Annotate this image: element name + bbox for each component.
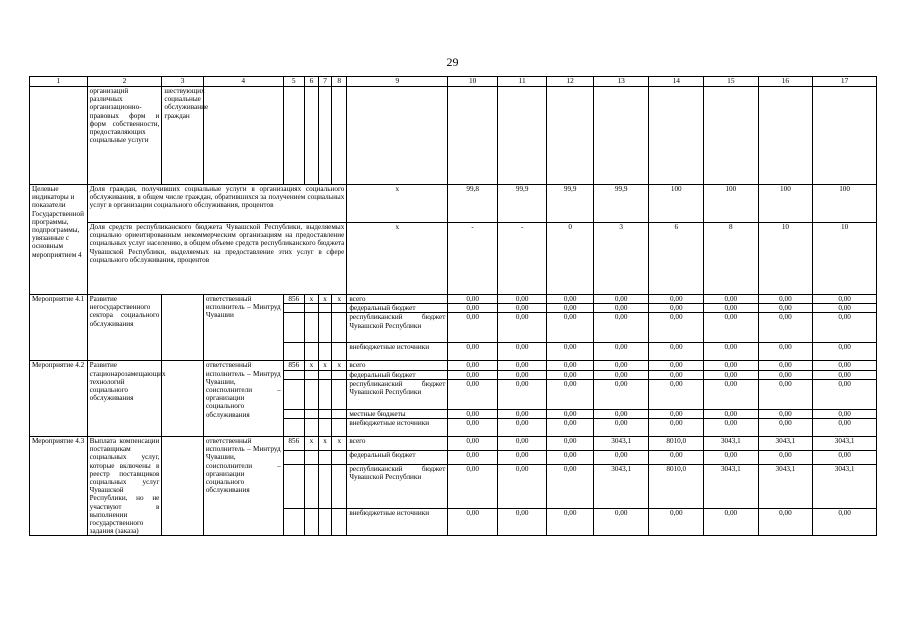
funding-value: 0,00: [813, 343, 877, 361]
funding-value: 0,00: [758, 295, 813, 304]
continuation-col3: шествующих социальные обслуживание граждан: [162, 87, 203, 185]
funding-value: 0,00: [704, 379, 759, 409]
cell: [283, 409, 304, 418]
funding-value: 0,00: [547, 419, 593, 437]
funding-value: 0,00: [497, 370, 547, 379]
measure-col3: [162, 295, 203, 361]
cell: [649, 87, 704, 185]
funding-value: 0,00: [704, 313, 759, 343]
funding-value: 0,00: [497, 295, 547, 304]
funding-value: 8010,0: [649, 464, 704, 509]
funding-value: 3043,1: [704, 464, 759, 509]
measure-title: Выплата компенсации поставщикам социальных услуг, которые включены в реестр поставщиков социальных услуг Чувашской Республики, но не участвуют в выполнении государственного задания (заказа): [87, 437, 162, 536]
column-number: 5: [283, 77, 304, 87]
funding-value: 0,00: [593, 295, 649, 304]
measure-label: Мероприятие 4.1: [30, 295, 88, 361]
funding-value: 0,00: [813, 509, 877, 536]
column-number: 15: [704, 77, 759, 87]
column-number: 17: [813, 77, 877, 87]
funding-value: 0,00: [758, 343, 813, 361]
target-indicator-value: 99,8: [448, 185, 498, 223]
funding-value: 0,00: [593, 304, 649, 313]
funding-value: 0,00: [813, 370, 877, 379]
target-indicator-value: -: [448, 223, 498, 295]
funding-value: 0,00: [704, 509, 759, 536]
measure-executor: ответственный исполнитель – Минтруд Чувашии, соисполнители – организации социального обслуживания: [203, 361, 283, 437]
funding-value: 0,00: [758, 361, 813, 370]
funding-source: внебюджетные источники: [347, 343, 448, 361]
funding-value: 0,00: [593, 343, 649, 361]
target-indicator-value: 99,9: [593, 185, 649, 223]
funding-value: 0,00: [649, 304, 704, 313]
funding-value: 0,00: [649, 419, 704, 437]
measure-x: х: [319, 295, 332, 304]
funding-value: 0,00: [497, 450, 547, 464]
funding-value: 0,00: [704, 343, 759, 361]
target-indicator-value: 99,9: [547, 185, 593, 223]
cell: [304, 419, 318, 437]
funding-value: 0,00: [758, 379, 813, 409]
funding-source: федеральный бюджет: [347, 370, 448, 379]
cell: [332, 419, 347, 437]
measure-x: х: [304, 437, 318, 451]
column-number: 10: [448, 77, 498, 87]
cell: [547, 87, 593, 185]
funding-value: 0,00: [813, 295, 877, 304]
funding-value: 3043,1: [593, 437, 649, 451]
funding-value: 0,00: [593, 450, 649, 464]
cell: [319, 87, 332, 185]
column-number: 16: [758, 77, 813, 87]
funding-value: 0,00: [593, 361, 649, 370]
funding-value: 0,00: [448, 464, 498, 509]
measure-x: х: [332, 361, 347, 370]
column-number: 3: [162, 77, 203, 87]
measure-executor: ответственный исполнитель – Минтруд Чувашии, соисполнители – организации социального обслуживания: [203, 437, 283, 536]
funding-source: внебюджетные источники: [347, 419, 448, 437]
funding-value: 0,00: [649, 450, 704, 464]
measure-col3: [162, 437, 203, 536]
measure-col3: [162, 361, 203, 437]
target-indicator-value: 0: [547, 223, 593, 295]
continuation-col2: организаций различных организационно-правовых форм и форм собственности, предоставляющих социальные услуги: [87, 87, 162, 185]
funding-source: федеральный бюджет: [347, 450, 448, 464]
funding-value: 0,00: [813, 304, 877, 313]
funding-value: 0,00: [758, 370, 813, 379]
funding-value: 0,00: [497, 509, 547, 536]
cell: [332, 450, 347, 464]
cell: [283, 313, 304, 343]
measure-label: Мероприятие 4.2: [30, 361, 88, 437]
cell: [319, 370, 332, 379]
column-number: 14: [649, 77, 704, 87]
funding-value: 3043,1: [704, 437, 759, 451]
cell: [319, 509, 332, 536]
funding-value: 0,00: [547, 304, 593, 313]
target-indicator-value: 10: [758, 223, 813, 295]
cell: [332, 87, 347, 185]
funding-value: 0,00: [704, 370, 759, 379]
funding-value: 0,00: [649, 409, 704, 418]
funding-value: 0,00: [649, 295, 704, 304]
cell: [319, 379, 332, 409]
funding-value: 0,00: [497, 419, 547, 437]
funding-value: 0,00: [649, 343, 704, 361]
measure-title: Развитие негосударственного сектора социального обслуживания: [87, 295, 162, 361]
cell: [319, 409, 332, 418]
funding-value: 0,00: [813, 379, 877, 409]
funding-value: 0,00: [704, 419, 759, 437]
target-indicators-label: Целевые индикаторы и показатели Государственной программы, подпрограммы, увязанные с основным мероприятием 4: [30, 185, 88, 295]
funding-value: 3043,1: [593, 464, 649, 509]
column-number: 2: [87, 77, 162, 87]
funding-value: 0,00: [497, 409, 547, 418]
cell: [283, 450, 304, 464]
funding-source: всего: [347, 295, 448, 304]
cell: [283, 464, 304, 509]
measure-code: 856: [283, 361, 304, 370]
cell: [283, 304, 304, 313]
column-number: 7: [319, 77, 332, 87]
cell: [283, 87, 304, 185]
funding-value: 0,00: [547, 450, 593, 464]
funding-source: всего: [347, 361, 448, 370]
funding-value: 0,00: [448, 379, 498, 409]
cell: [332, 343, 347, 361]
cell: [319, 304, 332, 313]
measure-x: х: [332, 295, 347, 304]
cell: [304, 509, 318, 536]
funding-source: федеральный бюджет: [347, 304, 448, 313]
column-number: 11: [497, 77, 547, 87]
cell: [319, 313, 332, 343]
funding-value: 0,00: [497, 379, 547, 409]
funding-value: 0,00: [758, 509, 813, 536]
cell: [283, 379, 304, 409]
funding-source: внебюджетные источники: [347, 509, 448, 536]
column-number: 8: [332, 77, 347, 87]
funding-value: 0,00: [704, 450, 759, 464]
funding-value: 0,00: [448, 304, 498, 313]
cell: [332, 313, 347, 343]
cell: [304, 379, 318, 409]
funding-value: 0,00: [813, 361, 877, 370]
funding-value: 0,00: [448, 437, 498, 451]
funding-value: 0,00: [593, 419, 649, 437]
column-number: 12: [547, 77, 593, 87]
measure-label: Мероприятие 4.3: [30, 437, 88, 536]
column-number: 13: [593, 77, 649, 87]
cell: [304, 370, 318, 379]
cell: [304, 313, 318, 343]
funding-value: 3043,1: [758, 437, 813, 451]
funding-value: 0,00: [813, 313, 877, 343]
measure-executor: ответственный исполнитель – Минтруд Чувашии: [203, 295, 283, 361]
funding-value: 0,00: [547, 370, 593, 379]
program-table: [29, 76, 877, 536]
cell: [319, 450, 332, 464]
funding-value: 0,00: [448, 509, 498, 536]
funding-value: 0,00: [758, 409, 813, 418]
funding-value: 0,00: [547, 409, 593, 418]
cell: [203, 87, 283, 185]
cell: [332, 464, 347, 509]
funding-source: республиканский бюджет Чувашской Республики: [347, 464, 448, 509]
funding-value: 0,00: [593, 313, 649, 343]
target-indicator-row: [30, 185, 877, 223]
funding-value: 8010,0: [649, 437, 704, 451]
cell: [758, 87, 813, 185]
measure-title: Развитие стационарозамещающих технологий социального обслуживания: [87, 361, 162, 437]
funding-value: 0,00: [704, 409, 759, 418]
cell: [30, 87, 88, 185]
funding-value: 0,00: [448, 370, 498, 379]
column-number: 6: [304, 77, 318, 87]
funding-value: 0,00: [547, 437, 593, 451]
cell: [497, 87, 547, 185]
measure-x: х: [304, 295, 318, 304]
column-number: 4: [203, 77, 283, 87]
funding-source: республиканский бюджет Чувашской Республики: [347, 379, 448, 409]
target-indicator-value: 8: [704, 223, 759, 295]
funding-value: 0,00: [547, 464, 593, 509]
target-indicator-value: 99,9: [497, 185, 547, 223]
cell: [319, 419, 332, 437]
funding-source: местные бюджеты: [347, 409, 448, 418]
funding-value: 0,00: [649, 509, 704, 536]
funding-value: 3043,1: [813, 437, 877, 451]
target-indicator-col9: х: [347, 185, 448, 223]
funding-value: 0,00: [649, 361, 704, 370]
cell: [347, 87, 448, 185]
measure-code: 856: [283, 437, 304, 451]
funding-value: 0,00: [448, 419, 498, 437]
target-indicator-value: 100: [704, 185, 759, 223]
funding-value: 0,00: [593, 379, 649, 409]
funding-value: 0,00: [497, 343, 547, 361]
measure-source-row: [30, 437, 877, 451]
cell: [332, 304, 347, 313]
cell: [283, 509, 304, 536]
funding-value: 0,00: [547, 313, 593, 343]
funding-value: 0,00: [649, 379, 704, 409]
cell: [332, 509, 347, 536]
cell: [704, 87, 759, 185]
funding-value: 0,00: [497, 437, 547, 451]
target-indicator-value: 10: [813, 223, 877, 295]
funding-value: 0,00: [813, 419, 877, 437]
column-number-row: [30, 77, 877, 87]
target-indicator-value: 3: [593, 223, 649, 295]
funding-value: 0,00: [497, 313, 547, 343]
funding-value: 0,00: [547, 343, 593, 361]
measure-source-row: [30, 295, 877, 304]
funding-value: 0,00: [547, 379, 593, 409]
measure-x: х: [304, 361, 318, 370]
page-number: 29: [446, 55, 459, 69]
funding-value: 0,00: [448, 361, 498, 370]
funding-value: 0,00: [593, 409, 649, 418]
funding-value: 0,00: [704, 295, 759, 304]
target-indicator-text: Доля граждан, получивших социальные услуги в организациях социального обслуживания, в общем числе граждан, обратившихся за получением социальных услуг в организации социального обслуживания, процентов: [87, 185, 347, 223]
funding-value: 0,00: [448, 409, 498, 418]
cell: [593, 87, 649, 185]
funding-value: 0,00: [497, 464, 547, 509]
measure-x: х: [319, 437, 332, 451]
cell: [283, 370, 304, 379]
target-indicator-row: [30, 223, 877, 295]
funding-value: 0,00: [758, 450, 813, 464]
funding-value: 0,00: [547, 295, 593, 304]
cell: [283, 419, 304, 437]
funding-value: 0,00: [547, 509, 593, 536]
funding-source: республиканский бюджет Чувашской Республики: [347, 313, 448, 343]
cell: [304, 304, 318, 313]
funding-value: 0,00: [649, 370, 704, 379]
funding-value: 0,00: [758, 304, 813, 313]
funding-value: 0,00: [593, 370, 649, 379]
target-indicator-value: 6: [649, 223, 704, 295]
cell: [319, 343, 332, 361]
funding-value: 0,00: [704, 304, 759, 313]
target-indicator-value: 100: [758, 185, 813, 223]
cell: [332, 409, 347, 418]
measure-code: 856: [283, 295, 304, 304]
cell: [332, 370, 347, 379]
funding-value: 0,00: [704, 361, 759, 370]
funding-source: всего: [347, 437, 448, 451]
funding-value: 3043,1: [813, 464, 877, 509]
measure-source-row: [30, 361, 877, 370]
funding-value: 0,00: [758, 419, 813, 437]
target-indicator-value: 100: [649, 185, 704, 223]
cell: [304, 450, 318, 464]
funding-value: 0,00: [448, 450, 498, 464]
measure-x: х: [332, 437, 347, 451]
cell: [304, 87, 318, 185]
cell: [304, 409, 318, 418]
cell: [332, 379, 347, 409]
column-number: 1: [30, 77, 88, 87]
funding-value: 0,00: [497, 361, 547, 370]
target-indicator-text: Доля средств республиканского бюджета Чувашской Республики, выделяемых социально ориентированным некоммерческим организациям на предоставление социальных услуг населению, в общем объеме средств республиканского бюджета Чувашской Республики, выделяемых на предоставление этих услуг в сфере социального обслуживания, процентов: [87, 223, 347, 295]
funding-value: 0,00: [813, 409, 877, 418]
funding-value: 0,00: [448, 343, 498, 361]
continuation-row: [30, 87, 877, 185]
cell: [304, 343, 318, 361]
funding-value: 0,00: [497, 304, 547, 313]
funding-value: 0,00: [448, 295, 498, 304]
funding-value: 3043,1: [758, 464, 813, 509]
cell: [319, 464, 332, 509]
funding-value: 0,00: [649, 313, 704, 343]
target-indicator-value: -: [497, 223, 547, 295]
cell: [304, 464, 318, 509]
funding-value: 0,00: [813, 450, 877, 464]
target-indicator-value: 100: [813, 185, 877, 223]
cell: [448, 87, 498, 185]
funding-value: 0,00: [593, 509, 649, 536]
column-number: 9: [347, 77, 448, 87]
measure-x: х: [319, 361, 332, 370]
cell: [283, 343, 304, 361]
funding-value: 0,00: [758, 313, 813, 343]
funding-value: 0,00: [448, 313, 498, 343]
target-indicator-col9: х: [347, 223, 448, 295]
cell: [813, 87, 877, 185]
funding-value: 0,00: [547, 361, 593, 370]
